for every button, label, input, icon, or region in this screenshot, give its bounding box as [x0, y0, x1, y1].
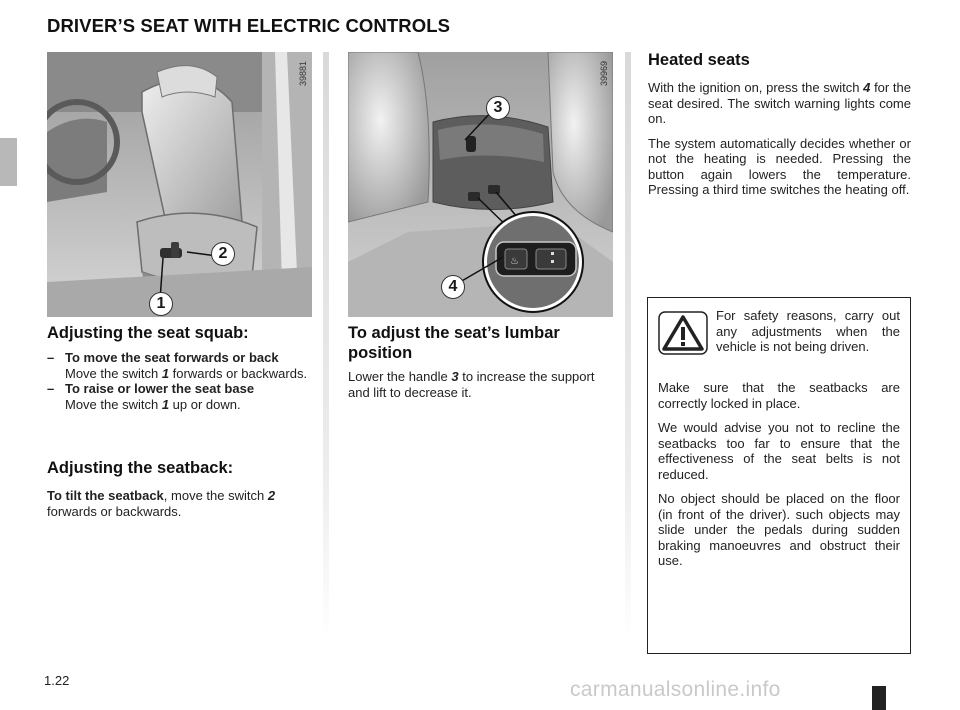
page-number: 1.22: [44, 673, 70, 688]
safety-warning-box: [647, 297, 911, 654]
list-item: – To raise or lower the seat base Move the switch 1 up or down.: [47, 381, 255, 412]
svg-text:♨: ♨: [510, 256, 519, 267]
section-tab: [0, 138, 17, 186]
seat-photo-left: [47, 52, 312, 317]
seat-photo-middle: [348, 52, 613, 317]
heading-lumbar: To adjust the seat’s lumbar position: [348, 324, 560, 362]
bullet: –: [47, 350, 55, 365]
warning-paragraphs: [658, 380, 900, 578]
callout-2: 2: [211, 242, 235, 266]
warning-paragraph: Make sure that the seatbacks are correctly locked in place.: [658, 380, 900, 411]
heading-heated-seats: Heated seats: [648, 51, 750, 69]
heading-seatback: Adjusting the seatback:: [47, 459, 234, 477]
warning-paragraph: No object should be placed on the floor (in front of the driver). such objects may slide under the pedals during sudden braking manoeuvres and obstruct their use.: [658, 491, 900, 568]
column-divider-left: [323, 52, 329, 642]
page-title: DRIVER’S SEAT WITH ELECTRIC CONTROLS: [47, 15, 451, 36]
warning-icon: [658, 311, 708, 355]
watermark: carmanualsonline.info: [570, 678, 781, 701]
callout-1: 1: [149, 292, 173, 316]
callout-4: 4: [441, 275, 465, 299]
handle-ref: 3: [451, 369, 459, 384]
figure-ref-left: 39881: [298, 60, 308, 86]
column-divider-right: [625, 52, 631, 642]
switch-ref: 2: [267, 488, 276, 503]
bullet: –: [47, 381, 55, 396]
switch-ref: 4: [863, 80, 871, 95]
seatback-instructions: To tilt the seatback, move the switch 2 forwards or backwards.: [47, 488, 276, 519]
page-corner-mark: [872, 686, 886, 710]
heading-seat-squab: Adjusting the seat squab:: [47, 324, 249, 342]
figure-ref-middle: 39969: [599, 60, 609, 86]
squab-instructions: [47, 350, 313, 412]
list-item-lead: To move the seat forwards or back: [65, 350, 279, 365]
list-item-lead: To raise or lower the seat base: [65, 381, 255, 396]
list-item: – To move the seat forwards or back Move the switch 1 forwards or backwards.: [47, 350, 308, 381]
heated-seats-p2: The system automatically decides whether or not the heating is needed. Pressing the button again lowers the temperature. Pressing a third time switches the heating off.: [648, 135, 911, 197]
warning-intro: For safety reasons, carry out any adjustments when the vehicle is not being driven.: [716, 308, 900, 354]
warning-paragraph: We would advise you not to recline the seatbacks too far to ensure that the effectiveness of the seat belts is not reduced.: [658, 420, 900, 482]
switch-ref: 1: [161, 365, 170, 381]
heated-seats-text: [648, 80, 911, 207]
lumbar-instructions: Lower the handle 3 to increase the support and lift to decrease it.: [348, 369, 595, 400]
switch-ref: 1: [161, 396, 170, 412]
heated-seats-p1: With the ignition on, press the switch 4 for the seat desired. The switch warning lights come on.: [648, 80, 911, 126]
callout-3: 3: [486, 96, 510, 120]
